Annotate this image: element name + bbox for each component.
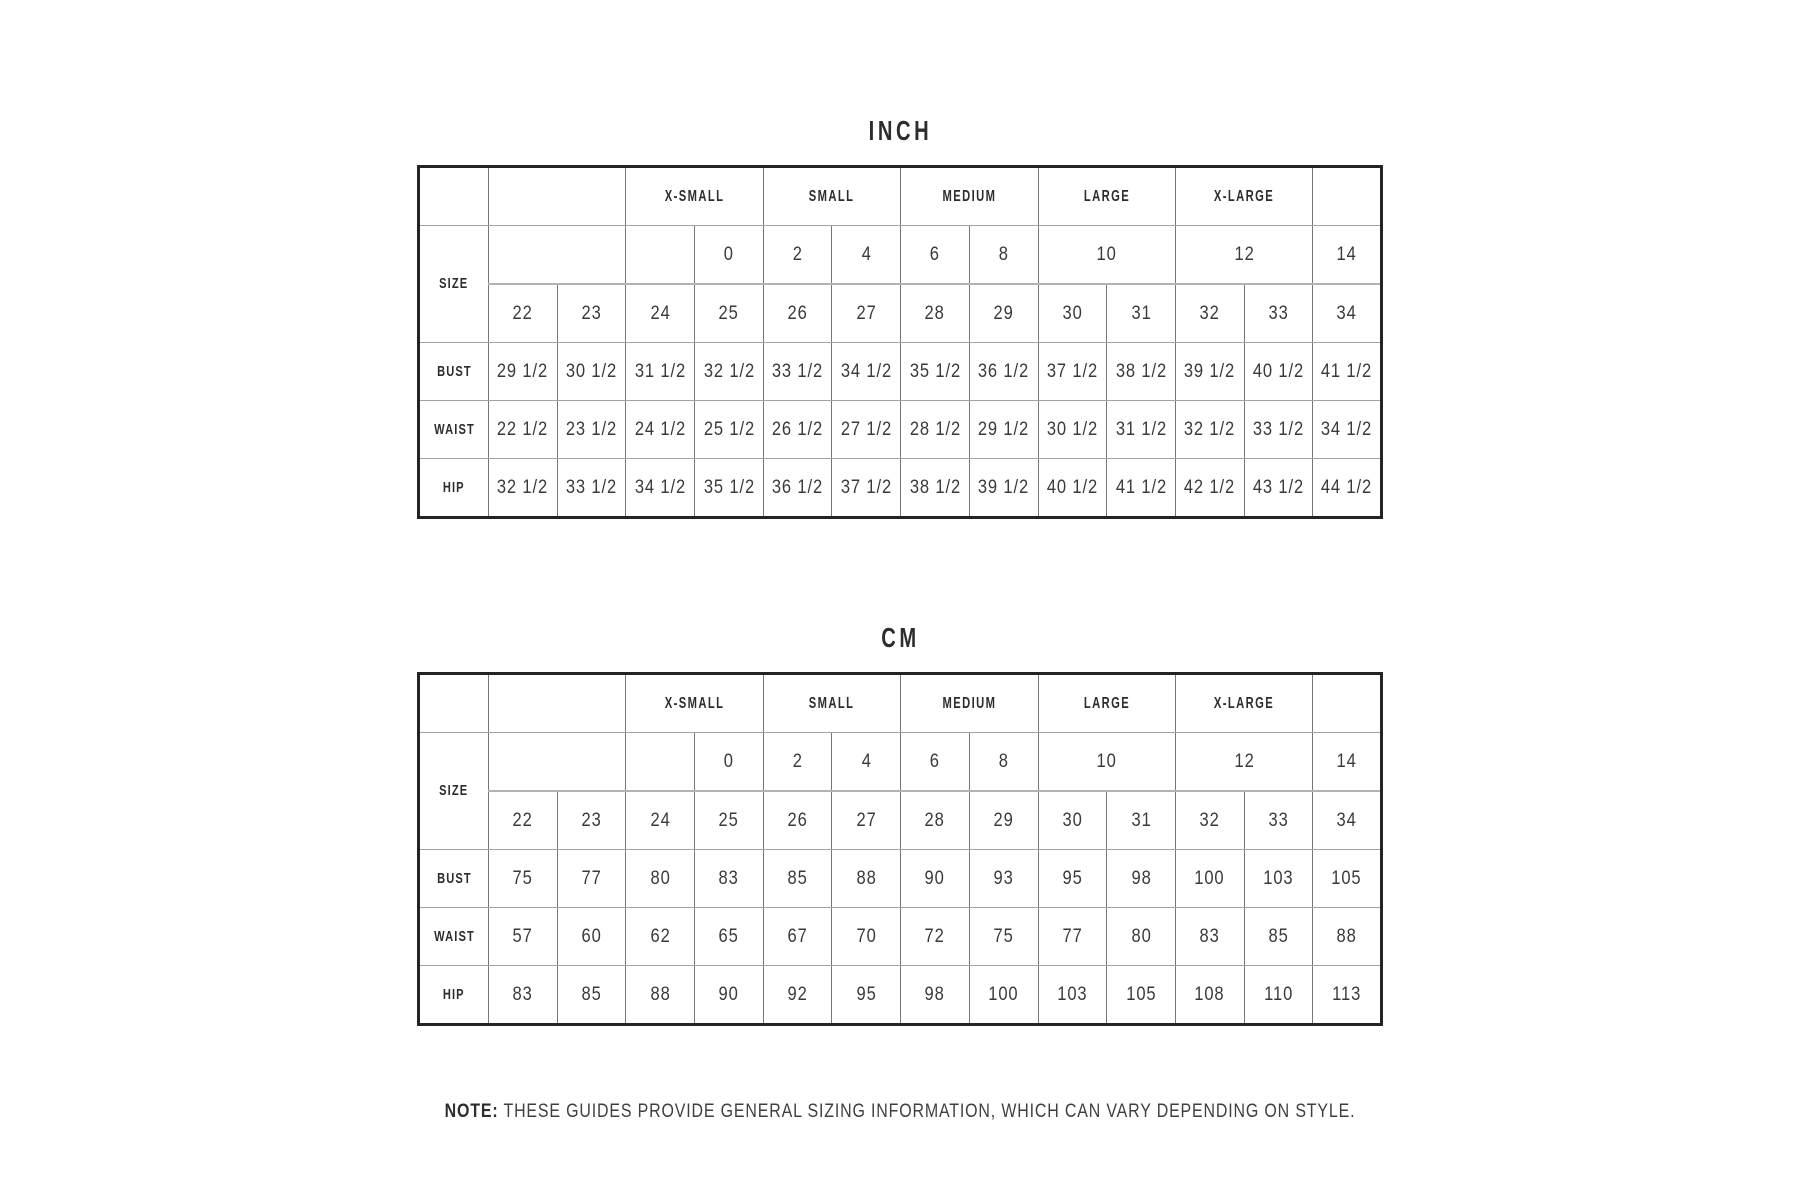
us-size-cell bbox=[695, 226, 764, 285]
us-size-cell bbox=[489, 733, 626, 792]
alt-size-cell bbox=[695, 791, 764, 850]
measurement-cell bbox=[763, 401, 832, 459]
alt-size-cell-text: 32 bbox=[1199, 303, 1220, 324]
alt-size-cell-text: 23 bbox=[581, 810, 602, 831]
measurement-cell bbox=[1313, 850, 1382, 908]
us-size-cell bbox=[489, 226, 626, 285]
measurement-cell-text: 30 1/2 bbox=[1046, 419, 1098, 440]
measurement-cell-text: 32 1/2 bbox=[703, 361, 755, 382]
measurement-cell bbox=[695, 966, 764, 1025]
inch-size-table bbox=[417, 165, 1383, 519]
measurement-cell-text: 44 1/2 bbox=[1321, 477, 1373, 498]
measurement-cell bbox=[489, 459, 558, 518]
measurement-cell-text: 67 bbox=[787, 926, 808, 947]
alt-size-cell-text: 26 bbox=[787, 303, 808, 324]
measurement-cell-text: 95 bbox=[1062, 868, 1083, 889]
us-size-cell-text: 14 bbox=[1336, 751, 1357, 772]
measurement-cell-text: 34 1/2 bbox=[1321, 419, 1373, 440]
alt-size-cell bbox=[763, 791, 832, 850]
us-size-cell bbox=[695, 733, 764, 792]
measurement-cell bbox=[1107, 343, 1176, 401]
group-header-cell-text: X-LARGE bbox=[1214, 694, 1275, 712]
alt-size-cell bbox=[557, 791, 626, 850]
alt-size-cell bbox=[969, 791, 1038, 850]
group-header-cell bbox=[1175, 674, 1312, 733]
row-label-cell bbox=[419, 343, 489, 401]
measurement-cell-text: 26 1/2 bbox=[772, 419, 824, 440]
measurement-cell bbox=[626, 459, 695, 518]
measurement-cell-text: 83 bbox=[718, 868, 739, 889]
measurement-cell-text: 80 bbox=[650, 868, 671, 889]
us-size-cell-text: 12 bbox=[1234, 244, 1255, 265]
measurement-cell bbox=[901, 343, 970, 401]
measurement-cell-text: 80 bbox=[1131, 926, 1152, 947]
alt-size-cell-text: 30 bbox=[1062, 303, 1083, 324]
measurement-cell bbox=[1244, 459, 1313, 518]
measurement-cell bbox=[1107, 908, 1176, 966]
alt-size-cell-text: 30 bbox=[1062, 810, 1083, 831]
measurement-cell bbox=[1038, 401, 1107, 459]
alt-size-cell-text: 22 bbox=[512, 810, 533, 831]
group-header-cell bbox=[763, 167, 900, 226]
measurement-cell bbox=[1038, 966, 1107, 1025]
alt-size-cell-text: 33 bbox=[1268, 303, 1289, 324]
alt-size-cell-text: 25 bbox=[718, 810, 739, 831]
alt-size-cell bbox=[1107, 791, 1176, 850]
measurement-cell bbox=[695, 401, 764, 459]
group-header-cell bbox=[763, 674, 900, 733]
row-label-cell-text: WAIST bbox=[433, 927, 475, 945]
measurement-cell bbox=[1175, 850, 1244, 908]
measurement-cell bbox=[1244, 966, 1313, 1025]
group-header-cell bbox=[489, 674, 626, 733]
us-size-cell bbox=[1313, 226, 1382, 285]
measurement-cell-text: 88 bbox=[856, 868, 877, 889]
measurement-cell-text: 103 bbox=[1057, 984, 1088, 1005]
us-size-cell bbox=[763, 733, 832, 792]
alt-size-cell bbox=[1038, 791, 1107, 850]
row-label-cell bbox=[419, 908, 489, 966]
corner-cell bbox=[419, 167, 489, 226]
measurement-cell-text: 37 1/2 bbox=[840, 477, 892, 498]
measurement-cell bbox=[489, 401, 558, 459]
alt-size-cell bbox=[1107, 284, 1176, 343]
group-header-cell-text: LARGE bbox=[1083, 694, 1130, 712]
row-label-cell bbox=[419, 850, 489, 908]
measurement-cell bbox=[901, 908, 970, 966]
measurement-cell bbox=[557, 850, 626, 908]
measurement-cell-text: 100 bbox=[988, 984, 1019, 1005]
measurement-cell bbox=[1175, 401, 1244, 459]
cm-section bbox=[0, 622, 1800, 1026]
measurement-cell-text: 32 1/2 bbox=[1184, 419, 1236, 440]
measurement-cell bbox=[1313, 401, 1382, 459]
alt-size-cell-text: 22 bbox=[512, 303, 533, 324]
group-header-cell bbox=[1038, 674, 1175, 733]
measurement-cell bbox=[557, 966, 626, 1025]
measurement-cell bbox=[969, 459, 1038, 518]
measurement-cell-text: 92 bbox=[787, 984, 808, 1005]
measurement-cell-text: 22 1/2 bbox=[497, 419, 549, 440]
measurement-cell-text: 39 1/2 bbox=[978, 477, 1030, 498]
measurement-cell-text: 35 1/2 bbox=[909, 361, 961, 382]
alt-size-cell-text: 29 bbox=[993, 303, 1014, 324]
alt-size-cell-text: 24 bbox=[650, 810, 671, 831]
alt-size-cell-text: 28 bbox=[924, 810, 946, 831]
size-label-cell bbox=[419, 226, 489, 343]
measurement-cell-text: 98 bbox=[924, 984, 946, 1005]
alt-size-cell bbox=[901, 791, 970, 850]
us-size-cell bbox=[1313, 733, 1382, 792]
group-header-cell bbox=[626, 167, 763, 226]
measurement-cell-text: 75 bbox=[512, 868, 533, 889]
alt-size-cell-text: 27 bbox=[856, 810, 877, 831]
alt-size-cell bbox=[901, 284, 970, 343]
us-size-cell-text: 6 bbox=[929, 751, 941, 772]
measurement-cell bbox=[489, 850, 558, 908]
group-header-cell bbox=[1313, 167, 1382, 226]
us-size-cell bbox=[901, 226, 970, 285]
measurement-cell bbox=[832, 966, 901, 1025]
us-size-cell bbox=[832, 733, 901, 792]
measurement-cell bbox=[695, 850, 764, 908]
measurement-cell-text: 31 1/2 bbox=[634, 361, 686, 382]
us-size-cell-text: 12 bbox=[1234, 751, 1255, 772]
measurement-cell-text: 42 1/2 bbox=[1184, 477, 1236, 498]
measurement-cell bbox=[1313, 343, 1382, 401]
measurement-cell bbox=[1107, 966, 1176, 1025]
measurement-cell-text: 88 bbox=[1336, 926, 1357, 947]
measurement-cell bbox=[1313, 908, 1382, 966]
row-label-cell bbox=[419, 459, 489, 518]
group-header-cell-text: X-SMALL bbox=[664, 694, 725, 712]
measurement-cell-text: 105 bbox=[1331, 868, 1362, 889]
group-header-cell-text: MEDIUM bbox=[942, 187, 997, 205]
us-size-cell bbox=[1175, 226, 1312, 285]
measurement-cell-text: 32 1/2 bbox=[497, 477, 549, 498]
measurement-cell-text: 33 1/2 bbox=[772, 361, 824, 382]
measurement-cell bbox=[1107, 850, 1176, 908]
measurement-cell bbox=[1244, 908, 1313, 966]
row-label-cell-text: HIP bbox=[443, 478, 465, 496]
measurement-cell-text: 98 bbox=[1131, 868, 1152, 889]
measurement-cell-text: 43 1/2 bbox=[1252, 477, 1305, 498]
measurement-cell-text: 70 bbox=[856, 926, 877, 947]
group-header-cell bbox=[901, 167, 1038, 226]
measurement-cell-text: 36 1/2 bbox=[978, 361, 1030, 382]
alt-size-cell bbox=[626, 284, 695, 343]
cm-size-table bbox=[417, 672, 1383, 1026]
measurement-cell-text: 40 1/2 bbox=[1046, 477, 1098, 498]
alt-size-cell bbox=[695, 284, 764, 343]
measurement-cell bbox=[695, 908, 764, 966]
measurement-cell-text: 93 bbox=[993, 868, 1014, 889]
measurement-cell bbox=[1107, 401, 1176, 459]
alt-size-cell-text: 29 bbox=[993, 810, 1014, 831]
alt-size-cell-text: 26 bbox=[787, 810, 808, 831]
measurement-cell bbox=[1038, 908, 1107, 966]
measurement-cell bbox=[1175, 908, 1244, 966]
alt-size-cell bbox=[832, 791, 901, 850]
measurement-cell bbox=[1313, 966, 1382, 1025]
measurement-cell-text: 83 bbox=[512, 984, 533, 1005]
us-size-cell-text: 10 bbox=[1096, 244, 1117, 265]
measurement-cell-text: 29 1/2 bbox=[497, 361, 549, 382]
measurement-cell-text: 85 bbox=[581, 984, 602, 1005]
measurement-cell bbox=[832, 343, 901, 401]
alt-size-cell-text: 34 bbox=[1336, 810, 1357, 831]
measurement-cell bbox=[557, 908, 626, 966]
alt-size-cell bbox=[557, 284, 626, 343]
alt-size-cell bbox=[1244, 284, 1313, 343]
measurement-cell-text: 31 1/2 bbox=[1115, 419, 1167, 440]
us-size-cell-text: 4 bbox=[861, 751, 872, 772]
measurement-cell-text: 90 bbox=[718, 984, 739, 1005]
measurement-cell bbox=[1107, 459, 1176, 518]
measurement-cell-text: 40 1/2 bbox=[1252, 361, 1305, 382]
group-header-cell-text: LARGE bbox=[1083, 187, 1130, 205]
alt-size-cell bbox=[763, 284, 832, 343]
measurement-cell bbox=[901, 966, 970, 1025]
measurement-cell bbox=[695, 343, 764, 401]
measurement-cell bbox=[901, 850, 970, 908]
measurement-cell bbox=[1038, 459, 1107, 518]
group-header-cell bbox=[626, 674, 763, 733]
measurement-cell-text: 38 1/2 bbox=[1115, 361, 1167, 382]
measurement-cell-text: 41 1/2 bbox=[1115, 477, 1167, 498]
measurement-cell bbox=[489, 966, 558, 1025]
measurement-cell-text: 27 1/2 bbox=[840, 419, 892, 440]
us-size-cell-text: 0 bbox=[723, 244, 734, 265]
us-size-cell bbox=[901, 733, 970, 792]
alt-size-cell bbox=[1244, 791, 1313, 850]
measurement-cell bbox=[969, 966, 1038, 1025]
alt-size-cell-text: 32 bbox=[1199, 810, 1220, 831]
row-label-cell-text: BUST bbox=[436, 362, 472, 380]
alt-size-cell-text: 31 bbox=[1131, 810, 1152, 831]
measurement-cell bbox=[832, 850, 901, 908]
sizing-note bbox=[438, 1102, 1362, 1122]
group-header-cell-text: X-SMALL bbox=[664, 187, 725, 205]
size-label-cell-text: SIZE bbox=[439, 782, 469, 799]
alt-size-cell bbox=[832, 284, 901, 343]
measurement-cell bbox=[626, 908, 695, 966]
row-label-cell-text: WAIST bbox=[433, 420, 475, 438]
alt-size-cell-text: 28 bbox=[924, 303, 946, 324]
us-size-cell bbox=[832, 226, 901, 285]
measurement-cell-text: 33 1/2 bbox=[565, 477, 618, 498]
measurement-cell bbox=[1175, 459, 1244, 518]
measurement-cell bbox=[969, 850, 1038, 908]
measurement-cell bbox=[1244, 343, 1313, 401]
measurement-cell-text: 62 bbox=[650, 926, 671, 947]
measurement-cell-text: 34 1/2 bbox=[634, 477, 686, 498]
measurement-cell-text: 113 bbox=[1332, 984, 1362, 1005]
measurement-cell bbox=[626, 966, 695, 1025]
measurement-cell bbox=[626, 401, 695, 459]
us-size-cell-text: 0 bbox=[723, 751, 734, 772]
measurement-cell bbox=[557, 401, 626, 459]
measurement-cell-text: 34 1/2 bbox=[840, 361, 892, 382]
us-size-cell-text: 14 bbox=[1336, 244, 1357, 265]
measurement-cell bbox=[832, 908, 901, 966]
alt-size-cell-text: 24 bbox=[650, 303, 671, 324]
alt-size-cell bbox=[1313, 284, 1382, 343]
measurement-cell-text: 65 bbox=[718, 926, 739, 947]
alt-size-cell bbox=[1313, 791, 1382, 850]
measurement-cell bbox=[626, 343, 695, 401]
measurement-cell-text: 35 1/2 bbox=[703, 477, 755, 498]
measurement-cell bbox=[1244, 850, 1313, 908]
us-size-cell bbox=[969, 733, 1038, 792]
group-header-cell-text: MEDIUM bbox=[942, 694, 997, 712]
measurement-cell-text: 77 bbox=[1062, 926, 1083, 947]
alt-size-cell-text: 33 bbox=[1268, 810, 1289, 831]
measurement-cell bbox=[695, 459, 764, 518]
measurement-cell-text: 72 bbox=[924, 926, 946, 947]
measurement-cell bbox=[1175, 343, 1244, 401]
measurement-cell-text: 110 bbox=[1263, 984, 1293, 1005]
measurement-cell-text: 105 bbox=[1125, 984, 1157, 1005]
measurement-cell bbox=[1244, 401, 1313, 459]
us-size-cell bbox=[1038, 733, 1175, 792]
group-header-cell bbox=[1038, 167, 1175, 226]
measurement-cell-text: 28 1/2 bbox=[909, 419, 961, 440]
alt-size-cell-text: 25 bbox=[718, 303, 739, 324]
measurement-cell-text: 90 bbox=[924, 868, 946, 889]
measurement-cell bbox=[1313, 459, 1382, 518]
measurement-cell bbox=[763, 850, 832, 908]
row-label-cell bbox=[419, 401, 489, 459]
group-header-cell-text: SMALL bbox=[809, 187, 855, 205]
note-label: NOTE: bbox=[444, 1101, 499, 1122]
alt-size-cell-text: 27 bbox=[856, 303, 877, 324]
measurement-cell-text: 23 1/2 bbox=[565, 419, 618, 440]
measurement-cell-text: 100 bbox=[1194, 868, 1225, 889]
inch-table-title: INCH bbox=[868, 115, 932, 146]
alt-size-cell bbox=[1175, 284, 1244, 343]
measurement-cell bbox=[901, 401, 970, 459]
us-size-cell-text: 10 bbox=[1096, 751, 1117, 772]
measurement-cell bbox=[763, 459, 832, 518]
alt-size-cell-text: 23 bbox=[581, 303, 602, 324]
measurement-cell-text: 83 bbox=[1199, 926, 1220, 947]
row-label-cell bbox=[419, 966, 489, 1025]
note-text: THESE GUIDES PROVIDE GENERAL SIZING INFORMATION, WHICH CAN VARY DEPENDING ON STYLE. bbox=[503, 1101, 1356, 1122]
us-size-cell bbox=[1175, 733, 1312, 792]
group-header-cell-text: X-LARGE bbox=[1214, 187, 1275, 205]
alt-size-cell-text: 34 bbox=[1336, 303, 1357, 324]
measurement-cell bbox=[1175, 966, 1244, 1025]
row-label-cell-text: HIP bbox=[443, 985, 465, 1003]
measurement-cell bbox=[763, 966, 832, 1025]
measurement-cell-text: 38 1/2 bbox=[909, 477, 961, 498]
measurement-cell bbox=[1038, 343, 1107, 401]
inch-section bbox=[0, 115, 1800, 519]
measurement-cell-text: 85 bbox=[787, 868, 808, 889]
measurement-cell-text: 37 1/2 bbox=[1046, 361, 1098, 382]
group-header-cell bbox=[901, 674, 1038, 733]
measurement-cell-text: 88 bbox=[650, 984, 671, 1005]
measurement-cell bbox=[969, 343, 1038, 401]
group-header-cell bbox=[1175, 167, 1312, 226]
measurement-cell-text: 39 1/2 bbox=[1184, 361, 1236, 382]
size-label-cell bbox=[419, 733, 489, 850]
alt-size-cell bbox=[1175, 791, 1244, 850]
alt-size-cell bbox=[489, 284, 558, 343]
us-size-cell-text: 8 bbox=[998, 751, 1009, 772]
row-label-cell-text: BUST bbox=[436, 869, 472, 887]
cm-table-title: CM bbox=[880, 622, 920, 653]
measurement-cell-text: 36 1/2 bbox=[772, 477, 824, 498]
measurement-cell bbox=[832, 459, 901, 518]
measurement-cell-text: 60 bbox=[581, 926, 602, 947]
us-size-cell bbox=[626, 733, 695, 792]
measurement-cell-text: 33 1/2 bbox=[1252, 419, 1305, 440]
measurement-cell bbox=[489, 908, 558, 966]
alt-size-cell bbox=[969, 284, 1038, 343]
alt-size-cell-text: 31 bbox=[1131, 303, 1152, 324]
measurement-cell bbox=[489, 343, 558, 401]
size-label-cell-text: SIZE bbox=[439, 275, 469, 292]
corner-cell bbox=[419, 674, 489, 733]
measurement-cell bbox=[1038, 850, 1107, 908]
us-size-cell bbox=[626, 226, 695, 285]
measurement-cell-text: 25 1/2 bbox=[703, 419, 755, 440]
us-size-cell-text: 2 bbox=[792, 751, 803, 772]
us-size-cell-text: 6 bbox=[929, 244, 941, 265]
measurement-cell-text: 108 bbox=[1194, 984, 1225, 1005]
us-size-cell bbox=[763, 226, 832, 285]
us-size-cell-text: 8 bbox=[998, 244, 1009, 265]
us-size-cell-text: 4 bbox=[861, 244, 872, 265]
measurement-cell bbox=[557, 459, 626, 518]
group-header-cell bbox=[489, 167, 626, 226]
measurement-cell-text: 95 bbox=[856, 984, 877, 1005]
measurement-cell bbox=[557, 343, 626, 401]
measurement-cell-text: 29 1/2 bbox=[978, 419, 1030, 440]
measurement-cell-text: 75 bbox=[993, 926, 1014, 947]
measurement-cell bbox=[626, 850, 695, 908]
alt-size-cell bbox=[489, 791, 558, 850]
us-size-cell bbox=[1038, 226, 1175, 285]
measurement-cell-text: 24 1/2 bbox=[634, 419, 686, 440]
alt-size-cell bbox=[626, 791, 695, 850]
measurement-cell-text: 30 1/2 bbox=[565, 361, 618, 382]
measurement-cell bbox=[969, 401, 1038, 459]
measurement-cell-text: 57 bbox=[512, 926, 533, 947]
measurement-cell-text: 41 1/2 bbox=[1321, 361, 1373, 382]
measurement-cell-text: 77 bbox=[581, 868, 602, 889]
measurement-cell-text: 103 bbox=[1263, 868, 1294, 889]
alt-size-cell bbox=[1038, 284, 1107, 343]
measurement-cell bbox=[832, 401, 901, 459]
measurement-cell bbox=[763, 908, 832, 966]
measurement-cell-text: 85 bbox=[1268, 926, 1289, 947]
measurement-cell bbox=[901, 459, 970, 518]
measurement-cell bbox=[763, 343, 832, 401]
group-header-cell-text: SMALL bbox=[809, 694, 855, 712]
us-size-cell bbox=[969, 226, 1038, 285]
group-header-cell bbox=[1313, 674, 1382, 733]
measurement-cell bbox=[969, 908, 1038, 966]
us-size-cell-text: 2 bbox=[792, 244, 803, 265]
